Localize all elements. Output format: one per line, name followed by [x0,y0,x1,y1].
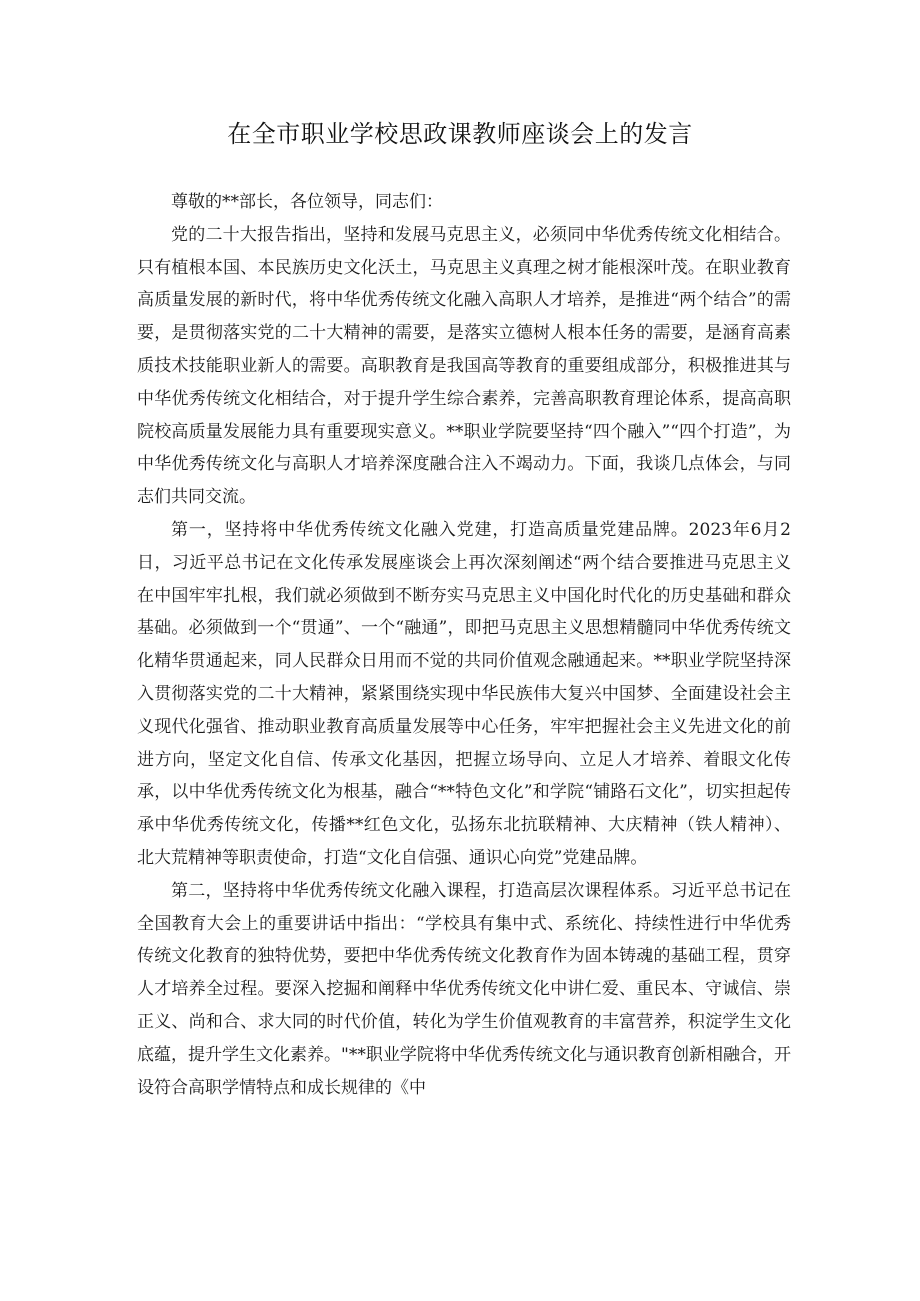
paragraph-second-point: 第二，坚持将中华优秀传统文化融入课程，打造高层次课程体系。习近平总书记在全国教育大会上的重要讲话中指出：“学校具有集中式、系统化、持续性进行中华优秀传统文化教育的独特优势，要把中华优秀传统文化教育作为固本铸魂的基础工程，贯穿人才培养全过程。要深入挖掘和阐释中华优秀传统文化中讲仁爱、重民本、守诚信、崇正义、尚和合、求大同的时代价值，转化为学生价值观教育的丰富营养，积淀学生文化底蕴，提升学生文化素养。"**职业学院将中华优秀传统文化与通识教育创新相融合，开设符合高职学情特点和成长规律的《中 [137,880,791,1098]
paragraph-intro: 党的二十大报告指出，坚持和发展马克思主义，必须同中华优秀传统文化相结合。只有植根本国、本民族历史文化沃土，马克思主义真理之树才能根深叶茂。在职业教育高质量发展的新时代，将中华优秀传统文化融入高职人才培养，是推进“两个结合”的需要，是贯彻落实党的二十大精神的需要，是落实立德树人根本任务的需要，是涵育高素质技术技能职业新人的需要。高职教育是我国高等教育的重要组成部分，积极推进其与中华优秀传统文化相结合，对于提升学生综合素养，完善高职教育理论体系，提高高职院校高质量发展能力具有重要现实意义。**职业学院要坚持“四个融入”“四个打造”，为中华优秀传统文化与高职人才培养深度融合注入不竭动力。下面，我谈几点体会，与同志们共同交流。 [137,224,791,508]
salutation: 尊敬的**部长，各位领导，同志们： [171,192,443,212]
paragraph-first-point: 第一，坚持将中华优秀传统文化融入党建，打造高质量党建品牌。2023年6月2日，习近平总书记在文化传承发展座谈会上再次深刻阐述“两个结合要推进马克思主义在中国牢牢扎根，我们就必须做到不断夯实马克思主义中国化时代化的历史基础和群众基础。必须做到一个“贯通”、一个“融通”，即把马克思主义思想精髓同中华优秀传统文化精华贯通起来，同人民群众日用而不觉的共同价值观念融通起来。**职业学院坚持深入贯彻落实党的二十大精神，紧紧围绕实现中华民族伟大复兴中国梦、全面建设社会主义现代化强省、推动职业教育高质量发展等中心任务，牢牢把握社会主义先进文化的前进方向，坚定文化自信、传承文化基因，把握立场导向、立足人才培养、着眼文化传承，以中华优秀传统文化为根基，融合“**特色文化”和学院“铺路石文化”，切实担起传承中华优秀传统文化，传播**红色文化，弘扬东北抗联精神、大庆精神（铁人精神）、北大荒精神等职责使命，打造“文化自信强、通识心向党”党建品牌。 [137,519,791,868]
document-title: 在全市职业学校思政课教师座谈会上的发言 [227,120,693,148]
document-body [137,186,791,1104]
